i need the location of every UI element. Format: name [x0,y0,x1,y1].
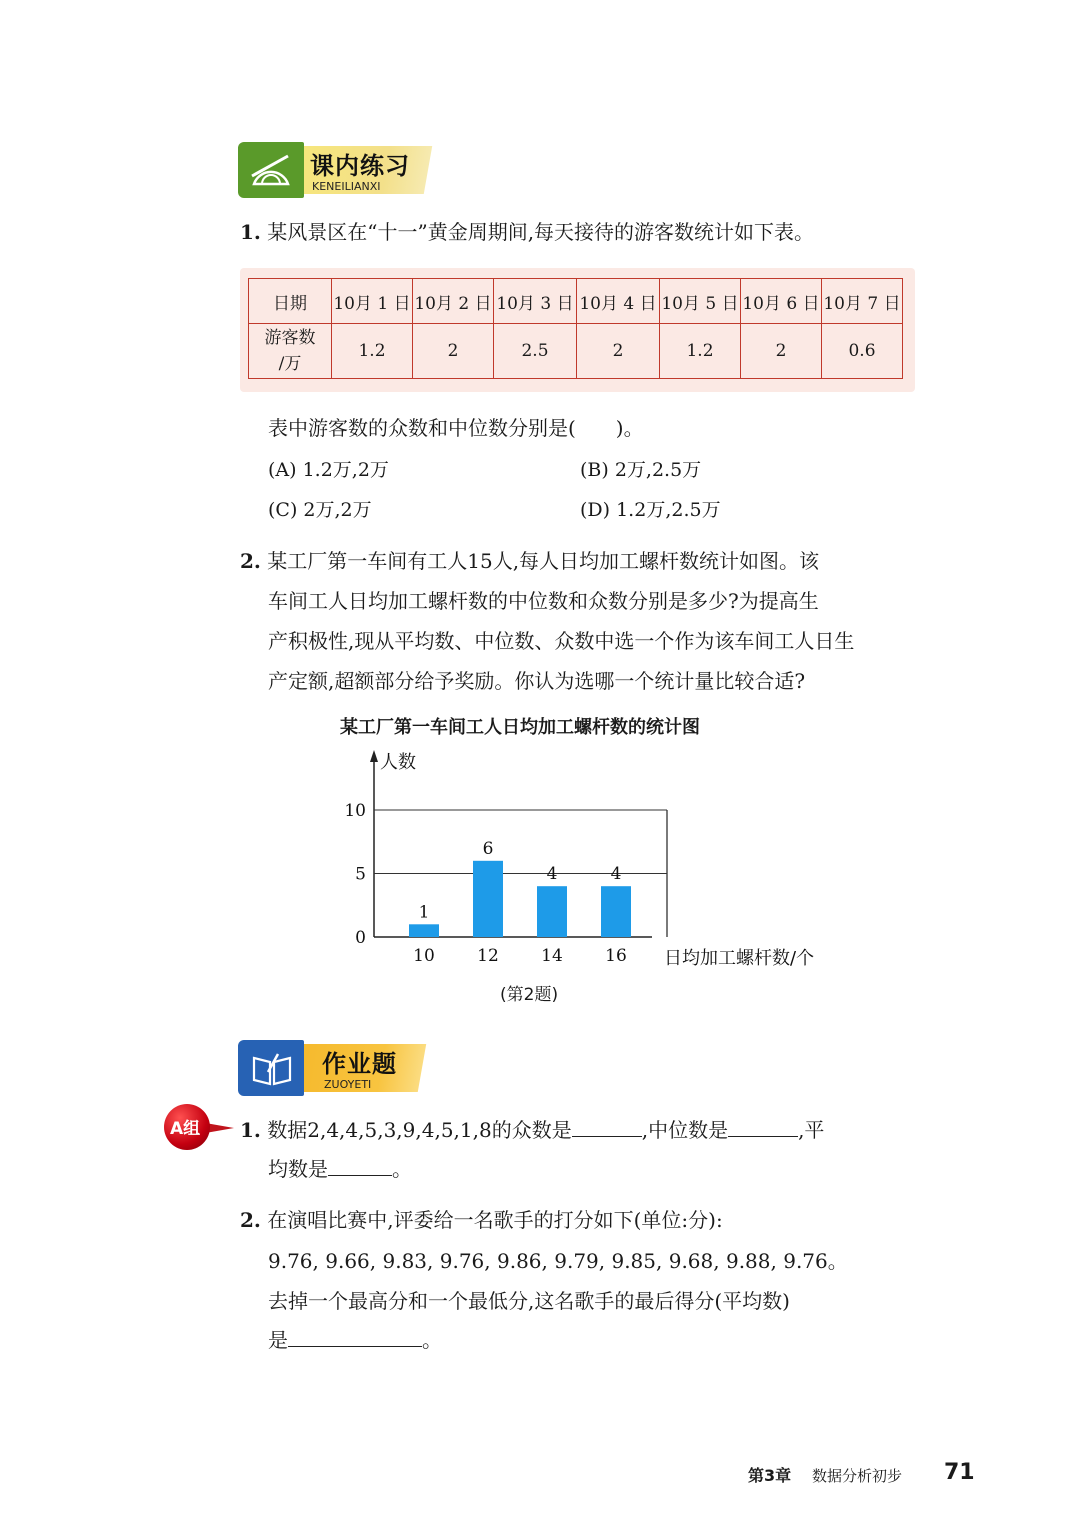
hw1-number: 1. [240,1118,261,1142]
y-axis-arrow [370,750,378,762]
data-label: 4 [610,864,622,885]
bar [537,886,567,937]
table-cell: 10月 7 日 [822,279,903,324]
hw2-line-1 [240,1200,723,1240]
banner-title: 作业题 [322,1050,397,1078]
answer-blank[interactable] [728,1118,798,1137]
table-row [249,324,903,379]
hw2-text-4b: 。 [422,1328,442,1352]
table-cell: 10月 4 日 [577,279,660,324]
q1-prompt: 表中游客数的众数和中位数分别是( )。 [268,416,644,440]
table-cell: 2.5 [494,324,577,379]
answer-blank[interactable] [572,1118,642,1137]
hw1-text-b: ,中位数是 [641,1118,729,1142]
option-c: (C) 2万,2万 [268,499,372,521]
x-axis-label: 日均加工螺杆数/个 [664,948,815,969]
footer-chapter: 第3章 [748,1466,792,1485]
chart-title: 某工厂第一车间工人日均加工螺杆数的统计图 [340,717,700,738]
table-cell: 2 [741,324,822,379]
data-label: 1 [418,902,430,923]
q2-text-1: 某工厂第一车间有工人15人,每人日均加工螺杆数统计如图。该 [267,549,820,573]
section-banner-homework [238,1040,438,1096]
hw1-text-e: 。 [392,1157,412,1181]
hw1-text-d: 均数是 [268,1157,328,1181]
bar [601,886,631,937]
x-tick-label: 10 [413,946,435,966]
hw1-line-1 [240,1110,824,1150]
table-cell: 10月 2 日 [413,279,494,324]
hw2-line-3: 去掉一个最高分和一个最低分,这名歌手的最后得分(平均数) [268,1289,790,1313]
hw2-line-4 [268,1320,442,1360]
hw1-text-a: 数据2,4,4,5,3,9,4,5,1,8的众数是 [267,1118,572,1142]
data-label: 6 [482,838,494,859]
q2-line-2: 车间工人日均加工螺杆数的中位数和众数分别是多少?为提高生 [268,589,819,613]
q1-table-panel [240,268,915,392]
table-cell: 2 [577,324,660,379]
page-number: 71 [944,1460,975,1485]
hw2-text-4a: 是 [268,1328,288,1352]
y-axis-label: 人数 [380,752,416,773]
option-b: (B) 2万,2.5万 [580,459,702,481]
table-cell: 10月 6 日 [741,279,822,324]
table-header-row [249,279,903,324]
y-tick-label: 10 [344,801,366,821]
table-cell: 1.2 [660,324,741,379]
bar-chart [330,740,870,980]
hw2-number: 2. [240,1208,261,1232]
hw1-line-2 [268,1149,412,1189]
table-cell: 1.2 [332,324,413,379]
table-cell: 10月 5 日 [660,279,741,324]
answer-blank[interactable] [328,1157,392,1176]
bar [409,924,439,937]
bar [473,861,503,937]
data-label: 4 [546,864,558,885]
footer-section: 数据分析初步 [812,1467,903,1485]
option-d: (D) 1.2万,2.5万 [580,499,721,521]
banner-subtitle: ZUOYETI [324,1078,372,1091]
protractor-icon [248,150,294,190]
book-icon [250,1050,294,1088]
q2-line-4: 产定额,超额部分给予奖励。你认为选哪一个统计量比较合适? [268,669,806,693]
hw2-scores: 9.76, 9.66, 9.83, 9.76, 9.86, 9.79, 9.85, 9.68, 9.88, 9.76。 [268,1249,848,1273]
hw2-text-1: 在演唱比赛中,评委给一名歌手的打分如下(单位:分): [267,1208,723,1232]
x-tick-label: 14 [541,946,563,966]
chart-caption: (第2题) [500,985,559,1005]
q2-number: 2. [240,549,261,573]
q1-text [240,212,814,252]
x-tick-label: 16 [605,946,627,966]
row-label-line2: /万 [278,354,302,374]
y-tick-label: 0 [355,928,366,948]
y-tick-label: 5 [355,864,366,885]
q1-stem: 某风景区在“十一”黄金周期间,每天接待的游客数统计如下表。 [267,220,815,244]
table-cell: 10月 1 日 [332,279,413,324]
q2-line-3: 产积极性,现从平均数、中位数、众数中选一个作为该车间工人日生 [268,629,855,653]
visitor-table [248,278,903,379]
banner-subtitle: KENEILIANXI [312,180,381,193]
row-label-line1: 游客数 [264,328,316,348]
q1-number: 1. [240,220,261,244]
table-cell: 0.6 [822,324,903,379]
badge-label: A组 [170,1119,201,1139]
table-cell: 10月 3 日 [494,279,577,324]
option-a: (A) 1.2万,2万 [268,459,389,481]
section-banner-practice [238,142,438,198]
answer-blank[interactable] [288,1328,422,1347]
table-cell: 日期 [249,279,332,324]
hw1-text-c: ,平 [798,1118,825,1142]
banner-title: 课内练习 [310,152,410,180]
x-tick-label: 12 [477,946,499,966]
table-row-label [249,324,332,379]
table-cell: 2 [413,324,494,379]
group-badge [164,1104,244,1152]
q2-line-1 [240,541,819,581]
